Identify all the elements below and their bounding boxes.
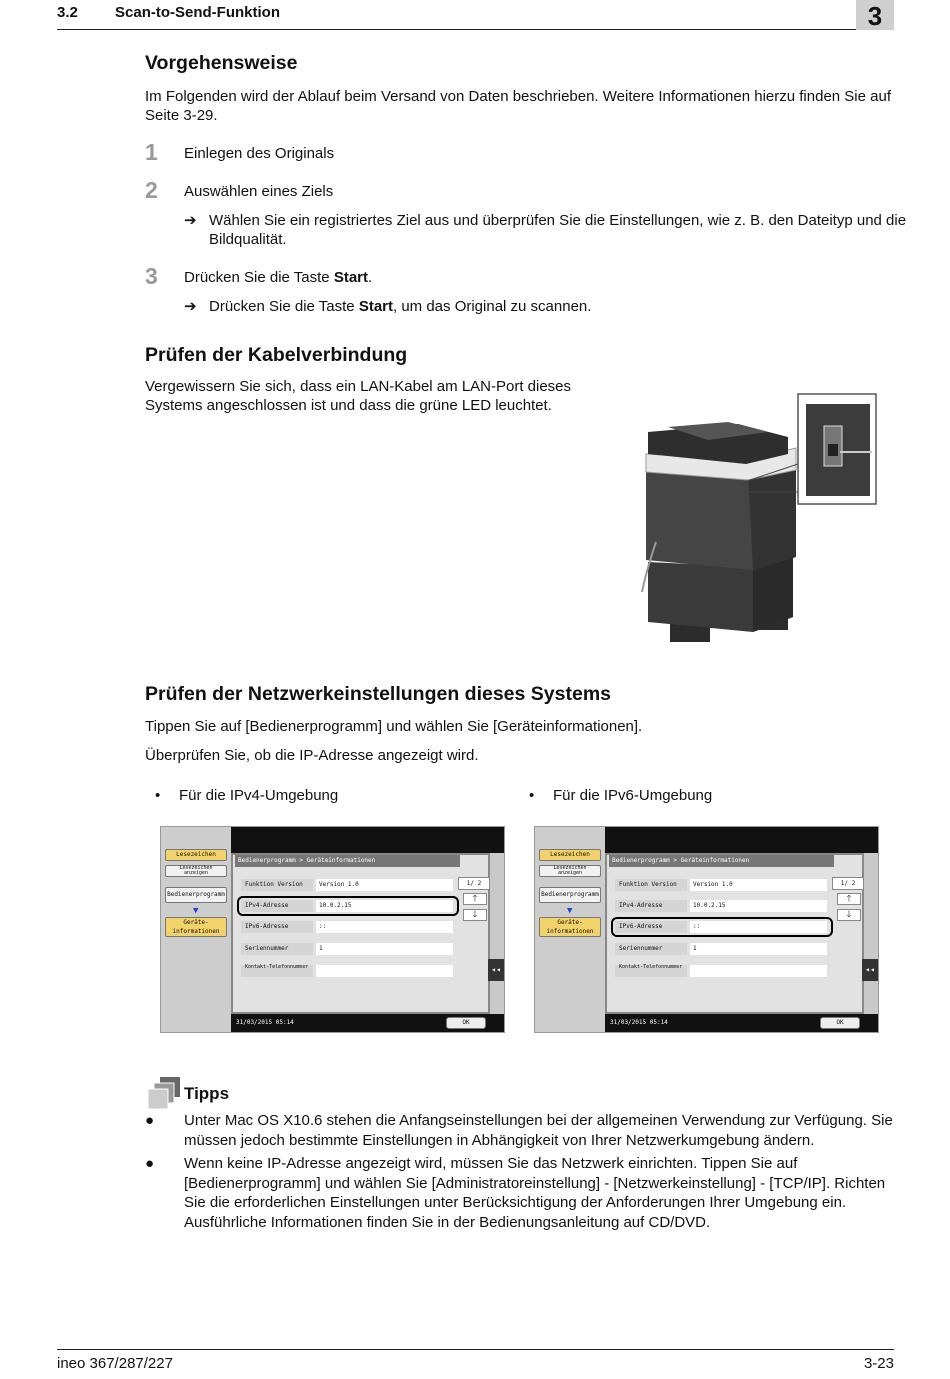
ipv4-row: IPv4-Adresse 10.0.2.15: [241, 900, 453, 912]
step-number: 3: [145, 263, 158, 289]
ok-button: OK: [820, 1017, 860, 1029]
ipv6-highlight: [611, 917, 833, 937]
scroll-up-icon: 🡑: [837, 893, 861, 905]
bullet-icon: ●: [145, 1155, 155, 1172]
step-substep: [184, 297, 909, 316]
bookmark-button: Lesezeichen: [539, 849, 601, 861]
arrow-icon: ➔: [184, 298, 197, 315]
step-text: Einlegen des Originals: [184, 145, 335, 162]
tip-text: Wenn keine IP-Adresse angezeigt wird, müssen Sie das Netzwerk einrichten. Tippen Sie auf [Bedienerprogramm] und wählen Sie [Administratoreinstellung] - [Netzwerkeinstellung] - [TCP/IP]. Richten Sie die erforderlichen Einstellungen unter Berücksichtigung der Anforderungen Ihrer Umgebung ein. Ausführliche Informationen finden Sie in der Bedienungsanleitung auf CD/DVD.: [184, 1155, 886, 1231]
page-footer: [57, 1349, 894, 1379]
ipv4-row: IPv4-Adresse 10.0.2.15: [615, 900, 827, 912]
env-ipv4-label: Für die IPv4-Umgebung: [179, 787, 339, 804]
device-info-screen-ipv6: [534, 826, 879, 1033]
chapter-badge: 3: [856, 0, 894, 30]
serial-row: Seriennummer 1: [615, 943, 827, 955]
ipv4-highlight: [237, 896, 459, 916]
substep-text: Wählen Sie ein registriertes Ziel aus und überprüfen Sie die Einstellungen, wie z. B. den Dateityp und die Bildqualität.: [209, 212, 907, 248]
utility-button: Bedienerprogramm: [165, 887, 227, 903]
screen-datetime: 31/03/2015 05:14: [233, 1017, 453, 1029]
ipv6-row: IPv6-Adresse ::: [241, 921, 453, 933]
footer-page-number: 3-23: [863, 1355, 894, 1372]
scroll-down-icon: 🡓: [837, 909, 861, 921]
device-info-screen-ipv4: [160, 826, 505, 1033]
serial-row: Seriennummer 1: [241, 943, 453, 955]
display-bookmark-button: Lesezeichen anzeigen: [165, 865, 227, 877]
device-info-button: Geräte-informationen: [539, 917, 601, 937]
contact-row: Kontakt-Telefonnummer: [241, 965, 453, 977]
step-number: 1: [145, 139, 158, 165]
device-info-button: Geräte-informationen: [165, 917, 227, 937]
contact-row: Kontakt-Telefonnummer: [615, 965, 827, 977]
version-row: Funktion Version Version 1.0: [241, 879, 453, 891]
network-heading: Prüfen der Netzwerkeinstellungen dieses Systems: [145, 683, 612, 705]
printer-lan-illustration: [628, 392, 880, 650]
screen-datetime: 31/03/2015 05:14: [607, 1017, 827, 1029]
utility-button: Bedienerprogramm: [539, 887, 601, 903]
env-ipv6-label: Für die IPv6-Umgebung: [553, 787, 713, 804]
step-text: Auswählen eines Ziels: [184, 183, 334, 200]
screen-breadcrumb: Bedienerprogramm > Geräteinformationen: [609, 855, 834, 867]
tips-title: Tipps: [184, 1084, 230, 1103]
step-number: 2: [145, 177, 158, 203]
side-tab-icon: ◂◂: [862, 959, 878, 981]
network-text-2: Überprüfen Sie, ob die IP-Adresse angezeigt wird.: [145, 747, 479, 764]
side-tab-icon: ◂◂: [488, 959, 504, 981]
page-header: [57, 0, 894, 30]
footer-model: ineo 367/287/227: [57, 1355, 173, 1372]
cable-text: Vergewissern Sie sich, dass ein LAN-Kabel am LAN-Port dieses Systems angeschlossen ist und dass die grüne LED leuchtet.: [145, 378, 572, 414]
arrow-down-icon: ▼: [567, 906, 573, 916]
screen-breadcrumb: Bedienerprogramm > Geräteinformationen: [235, 855, 460, 867]
scroll-up-icon: 🡑: [463, 893, 487, 905]
procedure-intro: Im Folgenden wird der Ablauf beim Versand von Daten beschrieben. Weitere Informationen hierzu finden Sie auf Seite 3-29.: [145, 88, 891, 124]
ok-button: OK: [446, 1017, 486, 1029]
bookmark-button: Lesezeichen: [165, 849, 227, 861]
scroll-down-icon: 🡓: [463, 909, 487, 921]
network-text-1: Tippen Sie auf [Bedienerprogramm] und wählen Sie [Geräteinformationen].: [145, 718, 643, 735]
display-bookmark-button: Lesezeichen anzeigen: [539, 865, 601, 877]
start-key-label: Start: [333, 269, 368, 286]
cable-heading: Prüfen der Kabelverbindung: [145, 344, 408, 366]
substep-text: Drücken Sie die Taste Start, um das Original zu scannen.: [209, 298, 592, 315]
arrow-icon: ➔: [184, 212, 197, 229]
section-number: 3.2: [57, 4, 78, 21]
section-title: Scan-to-Send-Funktion: [115, 4, 280, 21]
bullet-icon: ●: [145, 1112, 155, 1129]
ipv6-row: IPv6-Adresse ::: [615, 921, 827, 933]
tips-icon: [146, 1075, 182, 1111]
arrow-down-icon: ▼: [193, 906, 199, 916]
page-indicator: 1/ 2: [832, 877, 864, 890]
tip-text: Unter Mac OS X10.6 stehen die Anfangseinstellungen bei der allgemeinen Verwendung zur Verfügung. Sie müssen jedoch bestimmte Einstellungen in Abhängigkeit von Ihrer Netzwerkumgebung ändern.: [184, 1112, 893, 1149]
step-text: Drücken Sie die Taste Start.: [184, 269, 373, 286]
page-indicator: 1/ 2: [458, 877, 490, 890]
step-substep: [184, 211, 909, 249]
procedure-heading: Vorgehensweise: [145, 52, 298, 74]
version-row: Funktion Version Version 1.0: [615, 879, 827, 891]
